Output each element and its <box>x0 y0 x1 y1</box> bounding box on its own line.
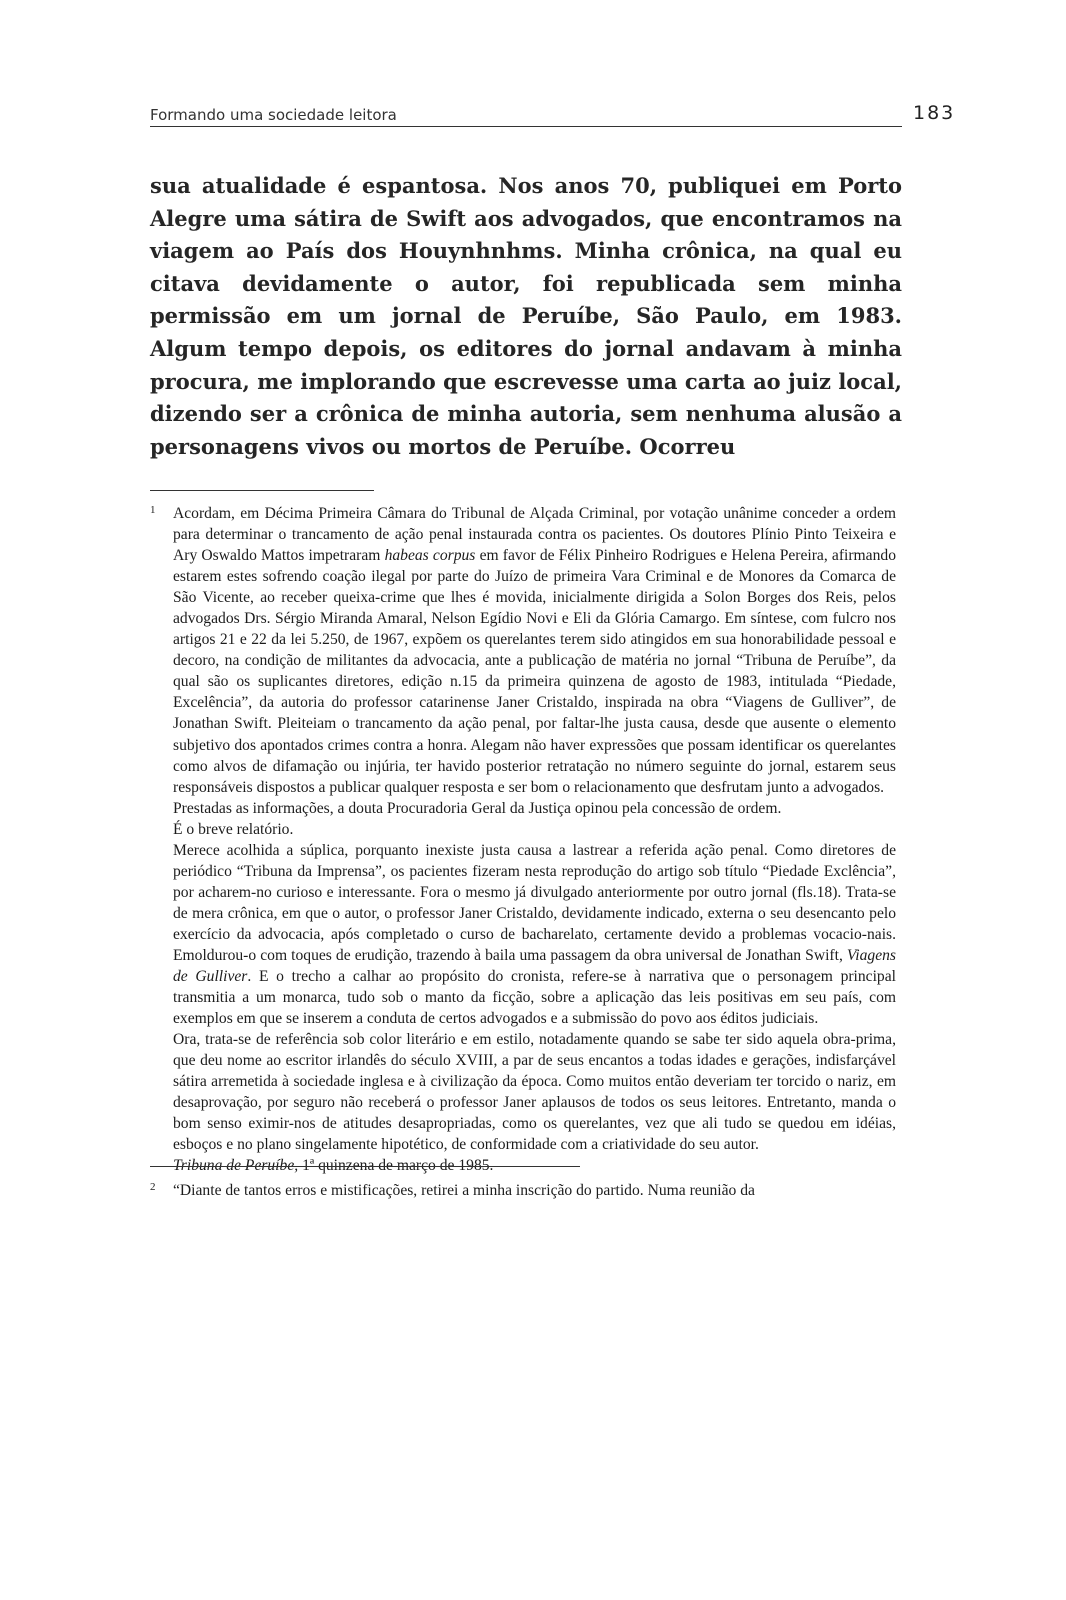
footnote-1-paragraph-5: Ora, trata-se de referência sob color literário e em estilo, notadamente quando se sabe ter sido aquela obra-prima, que deu nome ao escritor irlandês do século XVIII, a par de seus encantos a todas idades e gerações, indisfarçável sátira arremetida à sociedade inglesa e à civilização da época. Como muitos então deveriam ter torcido o nariz, em desaprovação, por seguro não receberá o professor Janer aplausos de todos os seus leitores. Entretanto, manda o bom senso eximir-nos de atitudes desapropriadas, como os querelantes, vez que ali tudo se quedou em idéias, esboços e no plano singelamente hipotético, de conformidade com a criatividade do seu autor. <box>173 1031 896 1154</box>
footnote-1-gulliver-title: Viagens de Gulliver <box>173 946 896 986</box>
footnote-1 <box>150 503 896 1177</box>
footnote-1-paragraph-4-text-b: . E o trecho a calhar ao propósito do cronista, refere-se à narrativa que o personagem principal transmitia a um monarca, tudo sob o manto da ficção, sobre a aplicação das leis positivas em seu país, com exemplos em que se inserem a conduta de certos advogados e a submissão do povo aos éditos judiciais. <box>173 968 896 1028</box>
footnote-separator <box>150 490 374 491</box>
footnote-1-paragraph-4-text-a: Merece acolhida a súplica, porquanto inexiste justa causa a lastrear a referida ação penal. Como diretores de periódico “Tribuna da Imprensa”, os pacientes fizeram nesta reprodução do artigo sob título “Piedade Exclência”, por acharem-no curioso e interessante. Fora o mesmo já divulgado anteriormente por outro jornal (fls.18). Trata-se de mera crônica, em que o autor, o professor Janer Cristaldo, devidamente indicado, externa o seu desencanto pelo exercício da advocacia, após completado o curso de bacharelato, certamente devido a problemas vocacio-nais. Emoldurou-o com toques de erudição, trazendo à baila uma passagem da obra universal de Jonathan Swift, <box>173 841 896 964</box>
footnote-1-paragraph-3: É o breve relatório. <box>173 820 294 838</box>
footnote-1-paragraph-2: Prestadas as informações, a douta Procuradoria Geral da Justiça opinou pela concessão de ordem. <box>173 799 782 817</box>
footnote-1-source-date: 1ª quinzena de março de 1985. <box>298 1157 494 1175</box>
footnote-1-paragraph-1 <box>173 503 896 798</box>
footnote-1-source <box>173 1155 896 1176</box>
body-text: sua atualidade é espantosa. Nos anos 70, publiquei em Porto Alegre uma sátira de Swift aos advogados, que encontramos na viagem ao País dos Houynhnhms. Minha crônica, na qual eu citava devidamente o autor, foi republicada sem minha permissão em um jornal de Peruíbe, São Paulo, em 1983. Algum tempo depois, os editores do jornal andavam à minha procura, me implorando que escrevesse uma carta ao juiz local, dizendo ser a crônica de minha autoria, sem nenhuma alusão a personagens vivos ou mortos de Peruíbe. Ocorreu <box>150 173 902 459</box>
page-number: 183 <box>913 102 956 124</box>
footnote-1-paragraph-4 <box>173 840 896 1029</box>
footnote-source-strike-line <box>150 1166 580 1167</box>
running-title: Formando uma sociedade leitora <box>150 106 397 124</box>
footnotes <box>150 503 896 1201</box>
running-head <box>150 104 902 127</box>
footnote-2 <box>150 1180 896 1201</box>
footnote-1-paragraph-1-text-a: Acordam, em Décima Primeira Câmara do Tribunal de Alçada Criminal, por votação unânime conceder a ordem para determinar o trancamento de ação penal instaurada contra os pacientes. Os doutores Plínio Pinto Teixeira e Ary Oswaldo Mattos impetraram <box>173 505 896 565</box>
footnote-1-paragraph-1-text-b: em favor de Félix Pinheiro Rodrigues e Helena Pereira, afirmando estarem estes sofrendo coação ilegal por parte do Juízo de primeira Vara Criminal e de Monores da Comarca de São Vicente, ao receber queixa-crime que lhes é movida, inicialmente dirigida a Solon Borges dos Reis, pelos advogados Drs. Sérgio Miranda Amaral, Nelson Egídio Novi e Eli da Glória Camargo. Em síntese, com fulcro nos artigos 21 e 22 da lei 5.250, de 1967, expõem os querelantes terem sido atingidos em sua honorabilidade pessoal e decoro, na condição de militantes da advocacia, ante a publicação de matéria no jornal “Tribuna de Peruíbe”, da qual são os suplicantes diretores, edição n.15 da primeira quinzena de agosto de 1983, intitulada “Piedade, Excelência”, da autoria do professor catarinense Janer Cristaldo, inspirada na obra “Viagens de Gulliver”, de Jonathan Swift. Pleiteiam o trancamento da ação penal, por faltar-lhe justa causa, desde que ausente o elemento subjetivo dos apontados crimes contra a honra. Alegam não haver expressões que possam identificar os querelantes como alvos de difamação ou injúria, ter havido posterior retratação no número seguinte do jornal, estarem seus responsáveis dispostos a publicar qualquer resposta e ser bom o relacionamento que desfrutam junto a advogados. <box>173 547 896 796</box>
footnote-1-habeas-corpus: habeas corpus <box>384 547 476 565</box>
footnote-1-source-title: Tribuna de Peruíbe, <box>173 1157 299 1175</box>
footnote-2-text: “Diante de tantos erros e mistificações, retirei a minha inscrição do partido. Numa reunião da <box>173 1181 755 1199</box>
footnote-2-number: 2 <box>150 1180 156 1193</box>
footnote-1-number: 1 <box>150 504 156 516</box>
